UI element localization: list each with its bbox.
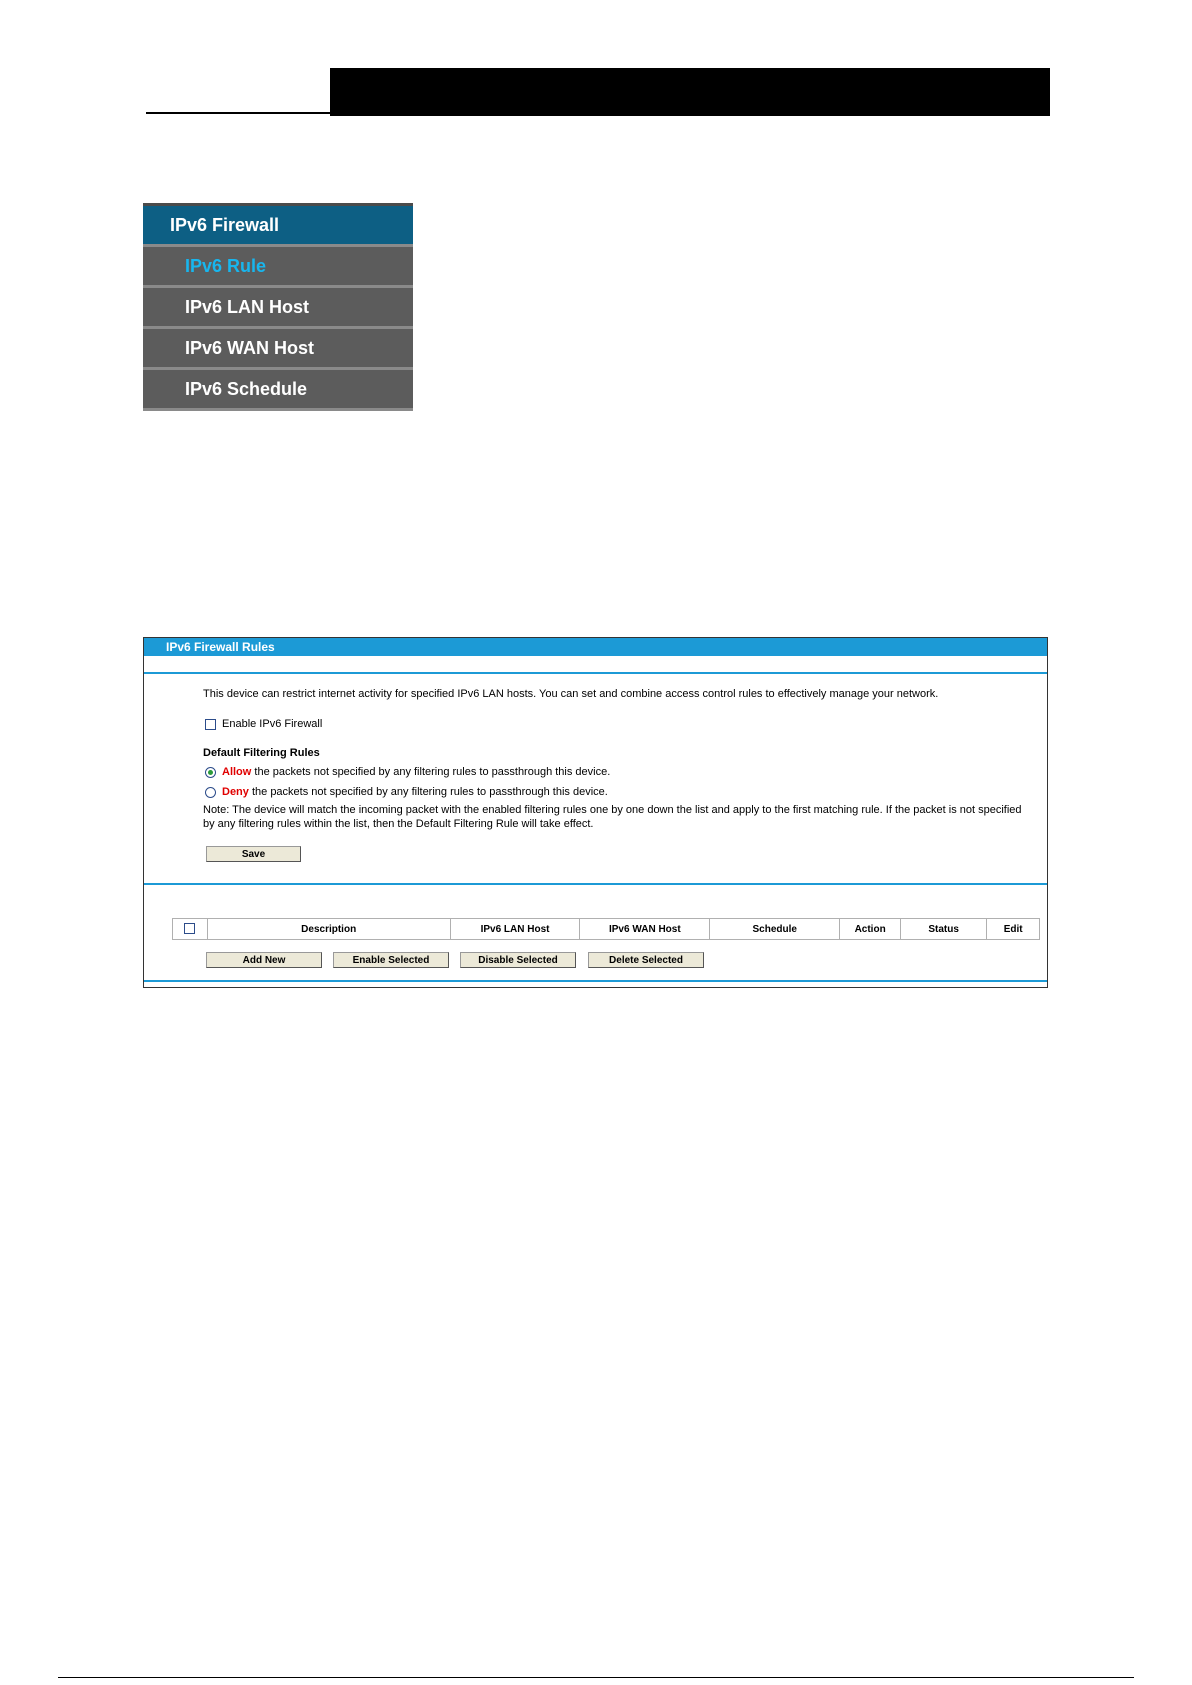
delete-selected-button[interactable]: Delete Selected [588,952,704,968]
add-new-button[interactable]: Add New [206,952,322,968]
panel-divider-top [144,672,1047,674]
deny-keyword: Deny [222,786,249,798]
menu-item-ipv6-lan-host[interactable]: IPv6 LAN Host [143,285,413,326]
menu-bottom-border [143,408,413,411]
deny-text: the packets not specified by any filtering rules to passthrough this device. [251,786,608,798]
deny-option [222,786,608,798]
col-status: Status [900,919,986,940]
enable-firewall-label: Enable IPv6 Firewall [222,718,323,730]
note-line-1: Note: The device will match the incoming packet with the enabled filtering rules one by one down the list and apply to the first matching rule. If the packet is not specified [203,804,1022,816]
menu-item-ipv6-wan-host[interactable]: IPv6 WAN Host [143,326,413,367]
firewall-rules-panel [143,637,1048,988]
col-ipv6-lan-host: IPv6 LAN Host [450,919,580,940]
note-line-2: by any filtering rules within the list, then the Default Filtering Rule will take effect. [203,818,594,830]
intro-text: This device can restrict internet activity for specified IPv6 LAN hosts. You can set and combine access control rules to effectively manage your network. [203,688,939,700]
rules-table-header-row [173,919,1040,940]
side-menu [143,203,413,411]
enable-firewall-checkbox[interactable] [205,719,216,730]
select-all-cell [173,919,208,940]
col-description: Description [207,919,450,940]
disable-selected-button[interactable]: Disable Selected [460,952,576,968]
save-button[interactable]: Save [206,846,301,862]
panel-title: IPv6 Firewall Rules [144,638,1047,656]
menu-item-ipv6-rule[interactable]: IPv6 Rule [143,244,413,285]
default-rules-heading: Default Filtering Rules [203,747,320,759]
allow-option [222,766,610,778]
header-rule-line [146,112,330,114]
col-edit: Edit [987,919,1040,940]
col-action: Action [840,919,901,940]
allow-text: the packets not specified by any filtering rules to passthrough this device. [254,766,611,778]
menu-header-ipv6-firewall[interactable]: IPv6 Firewall [143,203,413,244]
panel-divider-bottom [144,980,1047,982]
enable-selected-button[interactable]: Enable Selected [333,952,449,968]
col-schedule: Schedule [710,919,840,940]
deny-radio[interactable] [205,787,216,798]
allow-keyword: Allow [222,766,252,778]
rules-table [172,918,1040,940]
select-all-checkbox[interactable] [184,923,195,934]
allow-radio[interactable] [205,767,216,778]
col-ipv6-wan-host: IPv6 WAN Host [580,919,710,940]
menu-item-ipv6-schedule[interactable]: IPv6 Schedule [143,367,413,408]
panel-divider-middle [144,883,1047,885]
footer-rule-line [58,1677,1134,1678]
header-bar [330,68,1050,116]
